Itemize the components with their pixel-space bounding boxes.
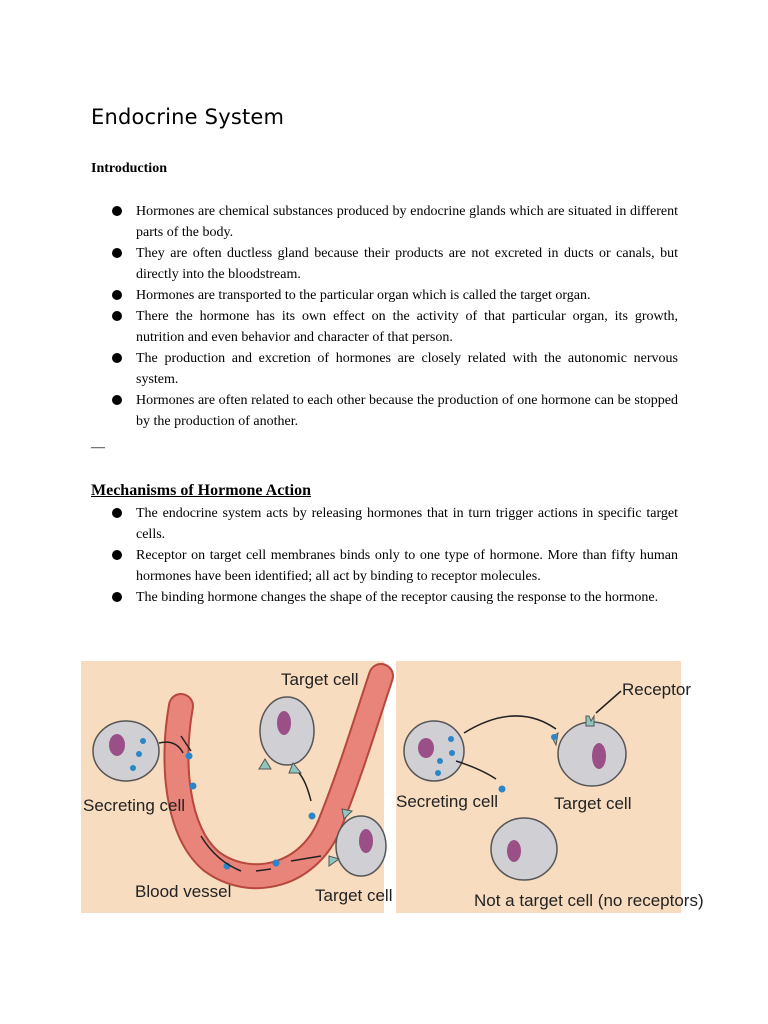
non-target-cell — [491, 818, 557, 880]
list-item: Hormones are often related to each other because the production of one hormone can be stopped by the production of another. — [108, 390, 678, 432]
secreting-cell — [404, 721, 464, 781]
page-title: Endocrine System — [91, 105, 285, 129]
label-target-cell-top: Target cell — [281, 670, 359, 689]
list-item: There the hormone has its own effect on the activity of that particular organ, its growth, nutrition and even behavior and character of that person. — [108, 306, 678, 348]
hormone-molecule — [273, 860, 280, 867]
label-blood-vessel: Blood vessel — [135, 882, 232, 901]
blood-vessel-figure — [81, 661, 393, 913]
hormone-molecule — [190, 783, 197, 790]
list-item: The production and excretion of hormones are closely related with the autonomic nervous system. — [108, 348, 678, 390]
label-secreting-cell: Secreting cell — [83, 796, 186, 815]
receptor-pointer — [596, 691, 621, 713]
mechanisms-heading: Mechanisms of Hormone Action — [91, 482, 311, 499]
list-item: Receptor on target cell membranes binds only to one type of hormone. More than fifty human hormones have been identified; all act by binding to receptor molecules. — [108, 545, 678, 587]
mechanisms-bullet-list — [108, 503, 678, 608]
list-item: Hormones are chemical substances produced by endocrine glands which are situated in different parts of the body. — [108, 201, 678, 243]
receptor-diagram — [396, 661, 704, 913]
dash-divider: — — [91, 440, 105, 455]
label-receptor: Receptor — [622, 680, 691, 699]
binding-arrow — [464, 716, 556, 733]
label-not-target-cell: Not a target cell (no receptors) — [474, 891, 704, 910]
hormone-molecule — [186, 753, 193, 760]
intro-heading: Introduction — [91, 161, 167, 176]
list-item: They are often ductless gland because their products are not excreted in ducts or canals, but directly into the bloodstream. — [108, 243, 678, 285]
receptor-figure — [396, 661, 704, 913]
hormone-molecule — [499, 786, 506, 793]
diffusion-arrow — [456, 761, 496, 779]
list-item: The endocrine system acts by releasing hormones that in turn trigger actions in specific target cells. — [108, 503, 678, 545]
nucleus — [109, 734, 125, 756]
label-secreting-cell: Secreting cell — [396, 792, 499, 811]
intro-bullet-list — [108, 201, 678, 432]
list-item: Hormones are transported to the particular organ which is called the target organ. — [108, 285, 678, 306]
list-item: The binding hormone changes the shape of the receptor causing the response to the hormone. — [108, 587, 678, 608]
label-target-cell: Target cell — [554, 794, 632, 813]
target-cell — [558, 722, 626, 786]
receptor-top — [586, 716, 594, 726]
label-target-cell-bottom: Target cell — [315, 886, 393, 905]
blood-vessel-diagram — [81, 661, 393, 913]
hormone-molecule — [309, 813, 316, 820]
secreting-cell — [93, 721, 159, 781]
